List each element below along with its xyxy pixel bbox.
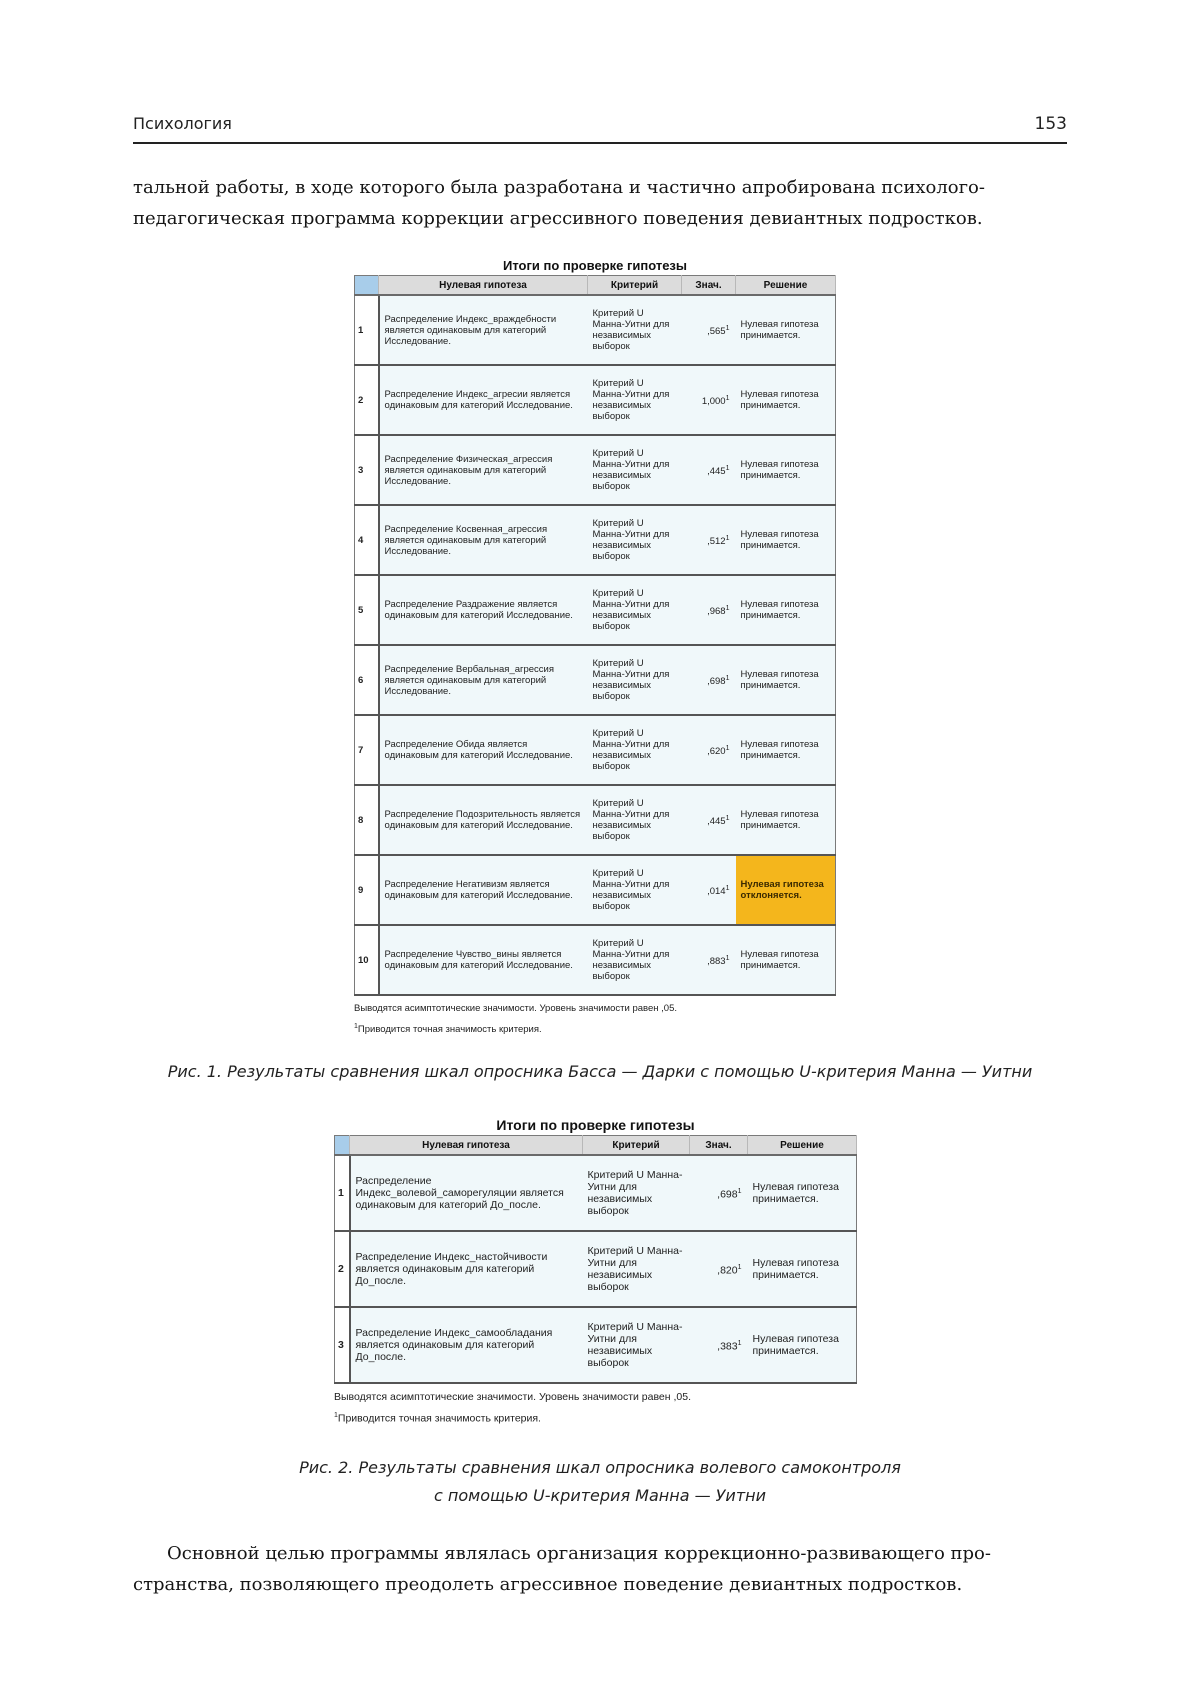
table-row	[355, 645, 836, 715]
test-cell: Критерий U Манна-Уитни для независимых выборок	[588, 435, 682, 505]
hypothesis-cell: Распределение Косвенная_агрессия является одинаковым для категорий Исследование.	[379, 505, 588, 575]
table-row	[355, 295, 836, 365]
test-cell: Критерий U Манна-Уитни для независимых выборок	[583, 1231, 690, 1307]
decision-cell: Нулевая гипотеза принимается.	[736, 435, 836, 505]
test-cell: Критерий U Манна-Уитни для независимых выборок	[588, 785, 682, 855]
hypothesis-table	[354, 275, 836, 996]
column-header-decision: Решение	[736, 276, 836, 296]
hypothesis-cell: Распределение Вербальная_агрессия является одинаковым для категорий Исследование.	[379, 645, 588, 715]
significance-cell: 1,000$^1$	[682, 365, 736, 435]
significance-cell: ,620$^1$	[682, 715, 736, 785]
table-row	[335, 1155, 857, 1231]
column-header-hypothesis: Нулевая гипотеза	[350, 1136, 583, 1156]
decision-cell: Нулевая гипотеза принимается.	[736, 715, 836, 785]
paragraph-bottom	[133, 1538, 1067, 1600]
paragraph-line: Основной целью программы являлась организация коррекционно-развивающего про-	[167, 1543, 991, 1564]
column-header-sig: Знач.	[690, 1136, 748, 1156]
significance-cell: ,820$^1$	[690, 1231, 748, 1307]
paragraph-top	[133, 172, 1067, 234]
test-cell: Критерий U Манна-Уитни для независимых выборок	[583, 1307, 690, 1383]
significance-cell: ,968$^1$	[682, 575, 736, 645]
significance-cell: ,445$^1$	[682, 785, 736, 855]
column-header-test: Критерий	[583, 1136, 690, 1156]
sig-superscript: 1	[725, 744, 730, 752]
header-corner	[335, 1136, 350, 1156]
figure-1-table	[354, 257, 836, 1035]
running-header	[133, 110, 1067, 144]
sig-superscript: 1	[737, 1187, 742, 1195]
page-number: 153	[1034, 114, 1067, 134]
decision-cell: Нулевая гипотеза принимается.	[748, 1231, 857, 1307]
hypothesis-cell: Распределение Физическая_агрессия является одинаковым для категорий Исследование.	[379, 435, 588, 505]
hypothesis-cell: Распределение Индекс_агресии является одинаковым для категорий Исследование.	[379, 365, 588, 435]
test-cell: Критерий U Манна-Уитни для независимых выборок	[588, 505, 682, 575]
table-row	[355, 365, 836, 435]
column-header-decision: Решение	[748, 1136, 857, 1156]
caption-line: с помощью U-критерия Манна — Уитни	[433, 1486, 766, 1505]
section-title: Психология	[133, 114, 232, 133]
decision-cell: Нулевая гипотеза принимается.	[736, 785, 836, 855]
sig-superscript: 1	[725, 884, 730, 892]
test-cell: Критерий U Манна-Уитни для независимых выборок	[588, 645, 682, 715]
row-number-cell: 3	[355, 435, 379, 505]
table-row	[355, 575, 836, 645]
test-cell: Критерий U Манна-Уитни для независимых выборок	[588, 925, 682, 995]
test-cell: Критерий U Манна-Уитни для независимых выборок	[588, 575, 682, 645]
significance-cell: ,698$^1$	[690, 1155, 748, 1231]
table-header-row	[355, 276, 836, 296]
paragraph-line: педагогическая программа коррекции агрессивного поведения девиантных подростков.	[133, 208, 983, 229]
test-cell: Критерий U Манна-Уитни для независимых выборок	[588, 295, 682, 365]
hypothesis-cell: Распределение Индекс_настойчивости является одинаковым для категорий До_после.	[350, 1231, 583, 1307]
hypothesis-cell: Распределение Негативизм является одинаковым для категорий Исследование.	[379, 855, 588, 925]
table-row	[355, 435, 836, 505]
decision-cell: Нулевая гипотеза принимается.	[736, 645, 836, 715]
column-header-test: Критерий	[588, 276, 682, 296]
paragraph-line: странства, позволяющего преодолеть агрессивное поведение девиантных подростков.	[133, 1574, 963, 1595]
test-cell: Критерий U Манна-Уитни для независимых выборок	[588, 365, 682, 435]
significance-cell: ,445$^1$	[682, 435, 736, 505]
significance-cell: ,014$^1$	[682, 855, 736, 925]
table-row	[355, 855, 836, 925]
figure-1-caption: Рис. 1. Результаты сравнения шкал опросника Басса — Дарки с помощью U-критерия Манна — Уитни	[167, 1062, 1033, 1081]
table-note-exact	[334, 1412, 857, 1425]
significance-cell: ,383$^1$	[690, 1307, 748, 1383]
decision-cell: Нулевая гипотеза принимается.	[748, 1155, 857, 1231]
hypothesis-cell: Распределение Подозрительность является одинаковым для категорий Исследование.	[379, 785, 588, 855]
row-number-cell: 5	[355, 575, 379, 645]
table-note-exact	[354, 1023, 836, 1035]
decision-cell: Нулевая гипотеза принимается.	[736, 295, 836, 365]
header-corner	[355, 276, 379, 296]
figure-2-caption	[133, 1454, 1067, 1510]
significance-cell: ,565$^1$	[682, 295, 736, 365]
decision-cell: Нулевая гипотеза принимается.	[736, 575, 836, 645]
sig-superscript: 1	[725, 324, 730, 332]
sig-superscript: 1	[725, 604, 730, 612]
sig-superscript: 1	[725, 814, 730, 822]
table-row	[335, 1307, 857, 1383]
table-note-asymptotic: Выводятся асимптотические значимости. Уровень значимости равен ,05.	[354, 1003, 677, 1014]
row-number-cell: 2	[335, 1231, 350, 1307]
note-text: Приводится точная значимость критерия.	[357, 1024, 542, 1036]
table-note-asymptotic: Выводятся асимптотические значимости. Уровень значимости равен ,05.	[334, 1391, 691, 1403]
table-row	[355, 715, 836, 785]
row-number-cell: 4	[355, 505, 379, 575]
hypothesis-table	[334, 1135, 857, 1384]
decision-cell: Нулевая гипотеза принимается.	[736, 365, 836, 435]
sig-superscript: 1	[725, 954, 730, 962]
caption-line: Рис. 2. Результаты сравнения шкал опросника волевого самоконтроля	[299, 1458, 901, 1477]
row-number-cell: 10	[355, 925, 379, 995]
sig-superscript: 1	[737, 1263, 742, 1271]
hypothesis-cell: Распределение Чувство_вины является одинаковым для категорий Исследование.	[379, 925, 588, 995]
table-row	[355, 785, 836, 855]
table-row	[335, 1231, 857, 1307]
hypothesis-cell: Распределение Индекс_волевой_саморегуляции является одинаковым для категорий До_после.	[350, 1155, 583, 1231]
note-text: Приводится точная значимость критерия.	[337, 1412, 541, 1425]
row-number-cell: 1	[355, 295, 379, 365]
sig-superscript: 1	[725, 674, 730, 682]
significance-cell: ,883$^1$	[682, 925, 736, 995]
hypothesis-cell: Распределение Индекс_враждебности является одинаковым для категорий Исследование.	[379, 295, 588, 365]
note-superscript: 1	[354, 1023, 358, 1030]
hypothesis-cell: Распределение Раздражение является одинаковым для категорий Исследование.	[379, 575, 588, 645]
column-header-hypothesis: Нулевая гипотеза	[379, 276, 588, 296]
decision-cell: Нулевая гипотеза отклоняется.	[736, 855, 836, 925]
sig-superscript: 1	[725, 534, 730, 542]
test-cell: Критерий U Манна-Уитни для независимых выборок	[583, 1155, 690, 1231]
figure-title: Итоги по проверке гипотезы	[496, 1117, 695, 1133]
row-number-cell: 9	[355, 855, 379, 925]
significance-cell: ,698$^1$	[682, 645, 736, 715]
hypothesis-cell: Распределение Индекс_самообладания является одинаковым для категорий До_после.	[350, 1307, 583, 1383]
row-number-cell: 1	[335, 1155, 350, 1231]
sig-superscript: 1	[725, 394, 730, 402]
test-cell: Критерий U Манна-Уитни для независимых выборок	[588, 855, 682, 925]
row-number-cell: 2	[355, 365, 379, 435]
row-number-cell: 6	[355, 645, 379, 715]
table-header-row	[335, 1136, 857, 1156]
hypothesis-cell: Распределение Обида является одинаковым для категорий Исследование.	[379, 715, 588, 785]
sig-superscript: 1	[725, 464, 730, 472]
table-row	[355, 925, 836, 995]
decision-cell: Нулевая гипотеза принимается.	[748, 1307, 857, 1383]
table-row	[355, 505, 836, 575]
row-number-cell: 7	[355, 715, 379, 785]
column-header-sig: Знач.	[682, 276, 736, 296]
decision-cell: Нулевая гипотеза принимается.	[736, 505, 836, 575]
significance-cell: ,512$^1$	[682, 505, 736, 575]
paragraph-line: тальной работы, в ходе которого была разработана и частично апробирована психолого-	[133, 177, 985, 198]
figure-title: Итоги по проверке гипотезы	[502, 258, 687, 273]
note-superscript: 1	[334, 1412, 338, 1419]
sig-superscript: 1	[737, 1339, 742, 1347]
row-number-cell: 8	[355, 785, 379, 855]
decision-cell: Нулевая гипотеза принимается.	[736, 925, 836, 995]
figure-2-table	[334, 1115, 857, 1425]
row-number-cell: 3	[335, 1307, 350, 1383]
test-cell: Критерий U Манна-Уитни для независимых выборок	[588, 715, 682, 785]
